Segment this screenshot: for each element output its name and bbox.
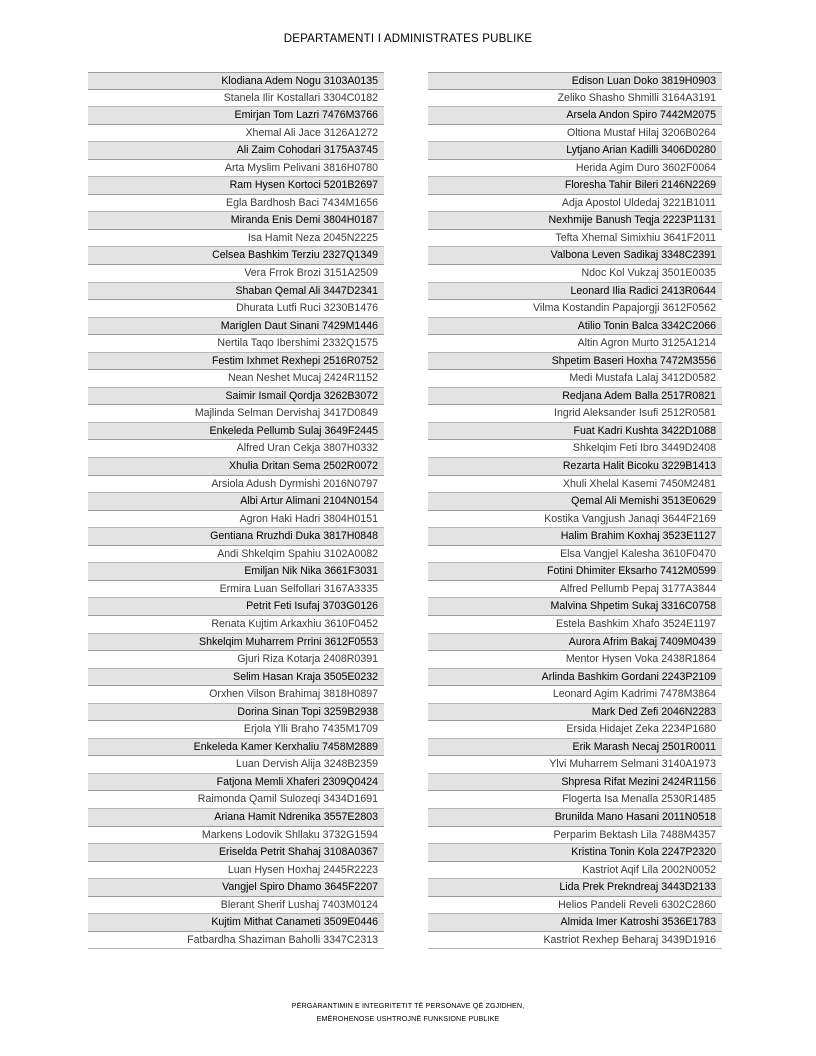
list-item: Markens Lodovik Shllaku 3732G1594 <box>88 827 384 845</box>
list-item: Nexhmije Banush Teqja 2223P1131 <box>428 212 722 230</box>
list-item: Enkeleda Pellumb Sulaj 3649F2445 <box>88 423 384 441</box>
list-item: Dhurata Lutfi Ruci 3230B1476 <box>88 300 384 318</box>
list-item: Arsela Andon Spiro 7442M2075 <box>428 107 722 125</box>
list-item: Eriselda Petrit Shahaj 3108A0367 <box>88 844 384 862</box>
list-item: Erik Marash Necaj 2501R0011 <box>428 739 722 757</box>
list-item: Vangjel Spiro Dhamo 3645F2207 <box>88 879 384 897</box>
list-item: Egla Bardhosh Baci 7434M1656 <box>88 195 384 213</box>
list-item: Albi Artur Alimani 2104N0154 <box>88 493 384 511</box>
list-item: Oltiona Mustaf Hilaj 3206B0264 <box>428 125 722 143</box>
right-name-list <box>428 72 722 949</box>
list-item: Renata Kujtim Arkaxhiu 3610F0452 <box>88 616 384 634</box>
list-item: Alfred Uran Cekja 3807H0332 <box>88 440 384 458</box>
left-name-list <box>88 72 384 949</box>
list-item: Atilio Tonin Balca 3342C2066 <box>428 318 722 336</box>
list-item: Isa Hamit Neza 2045N2225 <box>88 230 384 248</box>
list-item: Festim Ixhmet Rexhepi 2516R0752 <box>88 353 384 371</box>
list-item: Adja Apostol Uldedaj 3221B1011 <box>428 195 722 213</box>
list-item: Fotini Dhimiter Eksarho 7412M0599 <box>428 563 722 581</box>
list-item: Medi Mustafa Lalaj 3412D0582 <box>428 370 722 388</box>
list-item: Malvina Shpetim Sukaj 3316C0758 <box>428 598 722 616</box>
list-item: Ndoc Kol Vukzaj 3501E0035 <box>428 265 722 283</box>
list-item: Ersida Hidajet Zeka 2234P1680 <box>428 721 722 739</box>
list-item: Fatbardha Shaziman Baholli 3347C2313 <box>88 932 384 950</box>
footer-line-1: PËRGARANTIMIN E INTEGRITETIT TË PERSONAVE QË ZGJIDHEN, <box>291 1001 525 1010</box>
list-item: Kujtim Mithat Canameti 3509E0446 <box>88 914 384 932</box>
list-item: Mariglen Daut Sinani 7429M1446 <box>88 318 384 336</box>
list-item: Altin Agron Murto 3125A1214 <box>428 335 722 353</box>
list-item: Arlinda Bashkim Gordani 2243P2109 <box>428 669 722 687</box>
list-item: Ingrid Aleksander Isufi 2512R0581 <box>428 405 722 423</box>
list-item: Leonard Agim Kadrimi 7478M3864 <box>428 686 722 704</box>
list-item: Aurora Afrim Bakaj 7409M0439 <box>428 634 722 652</box>
list-item: Brunilda Mano Hasani 2011N0518 <box>428 809 722 827</box>
list-item: Mentor Hysen Voka 2438R1864 <box>428 651 722 669</box>
list-item: Luan Dervish Alija 3248B2359 <box>88 756 384 774</box>
list-item: Majlinda Selman Dervishaj 3417D0849 <box>88 405 384 423</box>
list-item: Miranda Enis Demi 3804H0187 <box>88 212 384 230</box>
list-item: Tefta Xhemal Simixhiu 3641F2011 <box>428 230 722 248</box>
list-item: Shkelqim Feti Ibro 3449D2408 <box>428 440 722 458</box>
list-item: Gjuri Riza Kotarja 2408R0391 <box>88 651 384 669</box>
list-item: Celsea Bashkim Terziu 2327Q1349 <box>88 247 384 265</box>
list-item: Floresha Tahir Bileri 2146N2269 <box>428 177 722 195</box>
list-item: Ylvi Muharrem Selmani 3140A1973 <box>428 756 722 774</box>
list-item: Raimonda Qamil Sulozeqi 3434D1691 <box>88 791 384 809</box>
list-item: Valbona Leven Sadikaj 3348C2391 <box>428 247 722 265</box>
list-item: Lida Prek Prekndreaj 3443D2133 <box>428 879 722 897</box>
list-item: Selim Hasan Kraja 3505E0232 <box>88 669 384 687</box>
list-item: Kastriot Aqif Lila 2002N0052 <box>428 862 722 880</box>
list-item: Arta Myslim Pelivani 3816H0780 <box>88 160 384 178</box>
list-item: Mark Ded Zefi 2046N2283 <box>428 704 722 722</box>
list-item: Alfred Pellumb Pepaj 3177A3844 <box>428 581 722 599</box>
list-item: Nean Neshet Mucaj 2424R1152 <box>88 370 384 388</box>
list-item: Lytjano Arian Kadilli 3406D0280 <box>428 142 722 160</box>
list-item: Almida Imer Katroshi 3536E1783 <box>428 914 722 932</box>
list-item: Arsiola Adush Dyrmishi 2016N0797 <box>88 476 384 494</box>
list-item: Shpetim Baseri Hoxha 7472M3556 <box>428 353 722 371</box>
list-item: Xhuli Xhelal Kasemi 7450M2481 <box>428 476 722 494</box>
list-item: Redjana Adem Balla 2517R0821 <box>428 388 722 406</box>
list-item: Blerant Sherif Lushaj 7403M0124 <box>88 897 384 915</box>
list-item: Halim Brahim Koxhaj 3523E1127 <box>428 528 722 546</box>
page-title: DEPARTAMENTI I ADMINISTRATES PUBLIKE <box>283 33 533 45</box>
list-item: Stanela Ilir Kostallari 3304C0182 <box>88 90 384 108</box>
list-item: Helios Pandeli Reveli 6302C2860 <box>428 897 722 915</box>
list-item: Zeliko Shasho Shmilli 3164A3191 <box>428 90 722 108</box>
list-item: Fuat Kadri Kushta 3422D1088 <box>428 423 722 441</box>
list-item: Perparim Bektash Lila 7488M4357 <box>428 827 722 845</box>
list-item: Shpresa Rifat Mezini 2424R1156 <box>428 774 722 792</box>
list-item: Shkelqim Muharrem Prrini 3612F0553 <box>88 634 384 652</box>
footer <box>0 999 816 1025</box>
list-item: Dorina Sinan Topi 3259B2938 <box>88 704 384 722</box>
list-item: Ariana Hamit Ndrenika 3557E2803 <box>88 809 384 827</box>
list-item: Herida Agim Duro 3602F0064 <box>428 160 722 178</box>
list-item: Andi Shkelqim Spahiu 3102A0082 <box>88 546 384 564</box>
list-item: Ermira Luan Selfollari 3167A3335 <box>88 581 384 599</box>
footer-line-2: EMËROHENOSE USHTROJNË FUNKSIONE PUBLIKE <box>316 1014 500 1023</box>
list-item: Enkeleda Kamer Kerxhaliu 7458M2889 <box>88 739 384 757</box>
list-item: Agron Haki Hadri 3804H0151 <box>88 511 384 529</box>
list-item: Estela Bashkim Xhafo 3524E1197 <box>428 616 722 634</box>
list-item: Rezarta Halit Bicoku 3229B1413 <box>428 458 722 476</box>
list-item: Xhulia Dritan Sema 2502R0072 <box>88 458 384 476</box>
list-item: Klodiana Adem Nogu 3103A0135 <box>88 72 384 90</box>
list-item: Gentiana Rruzhdi Duka 3817H0848 <box>88 528 384 546</box>
list-item: Qemal Ali Memishi 3513E0629 <box>428 493 722 511</box>
list-item: Emiljan Nik Nika 3661F3031 <box>88 563 384 581</box>
list-item: Erjola Ylli Braho 7435M1709 <box>88 721 384 739</box>
list-item: Vera Frrok Brozi 3151A2509 <box>88 265 384 283</box>
list-item: Shaban Qemal Ali 3447D2341 <box>88 283 384 301</box>
list-item: Petrit Feti Isufaj 3703G0126 <box>88 598 384 616</box>
list-item: Edison Luan Doko 3819H0903 <box>428 72 722 90</box>
list-item: Fatjona Memli Xhaferi 2309Q0424 <box>88 774 384 792</box>
list-item: Kristina Tonin Kola 2247P2320 <box>428 844 722 862</box>
list-item: Ram Hysen Kortoci 5201B2697 <box>88 177 384 195</box>
list-item: Ali Zaim Cohodari 3175A3745 <box>88 142 384 160</box>
list-item: Elsa Vangjel Kalesha 3610F0470 <box>428 546 722 564</box>
list-item: Emirjan Tom Lazri 7476M3766 <box>88 107 384 125</box>
list-item: Orxhen Vilson Brahimaj 3818H0897 <box>88 686 384 704</box>
list-item: Nertila Taqo Ibershimi 2332Q1575 <box>88 335 384 353</box>
list-item: Kastriot Rexhep Beharaj 3439D1916 <box>428 932 722 950</box>
list-item: Saimir Ismail Qordja 3262B3072 <box>88 388 384 406</box>
list-item: Kostika Vangjush Janaqi 3644F2169 <box>428 511 722 529</box>
list-item: Vilma Kostandin Papajorgji 3612F0562 <box>428 300 722 318</box>
list-item: Luan Hysen Hoxhaj 2445R2223 <box>88 862 384 880</box>
list-item: Xhemal Ali Jace 3126A1272 <box>88 125 384 143</box>
list-item: Flogerta Isa Menalla 2530R1485 <box>428 791 722 809</box>
list-item: Leonard Ilia Radici 2413R0644 <box>428 283 722 301</box>
